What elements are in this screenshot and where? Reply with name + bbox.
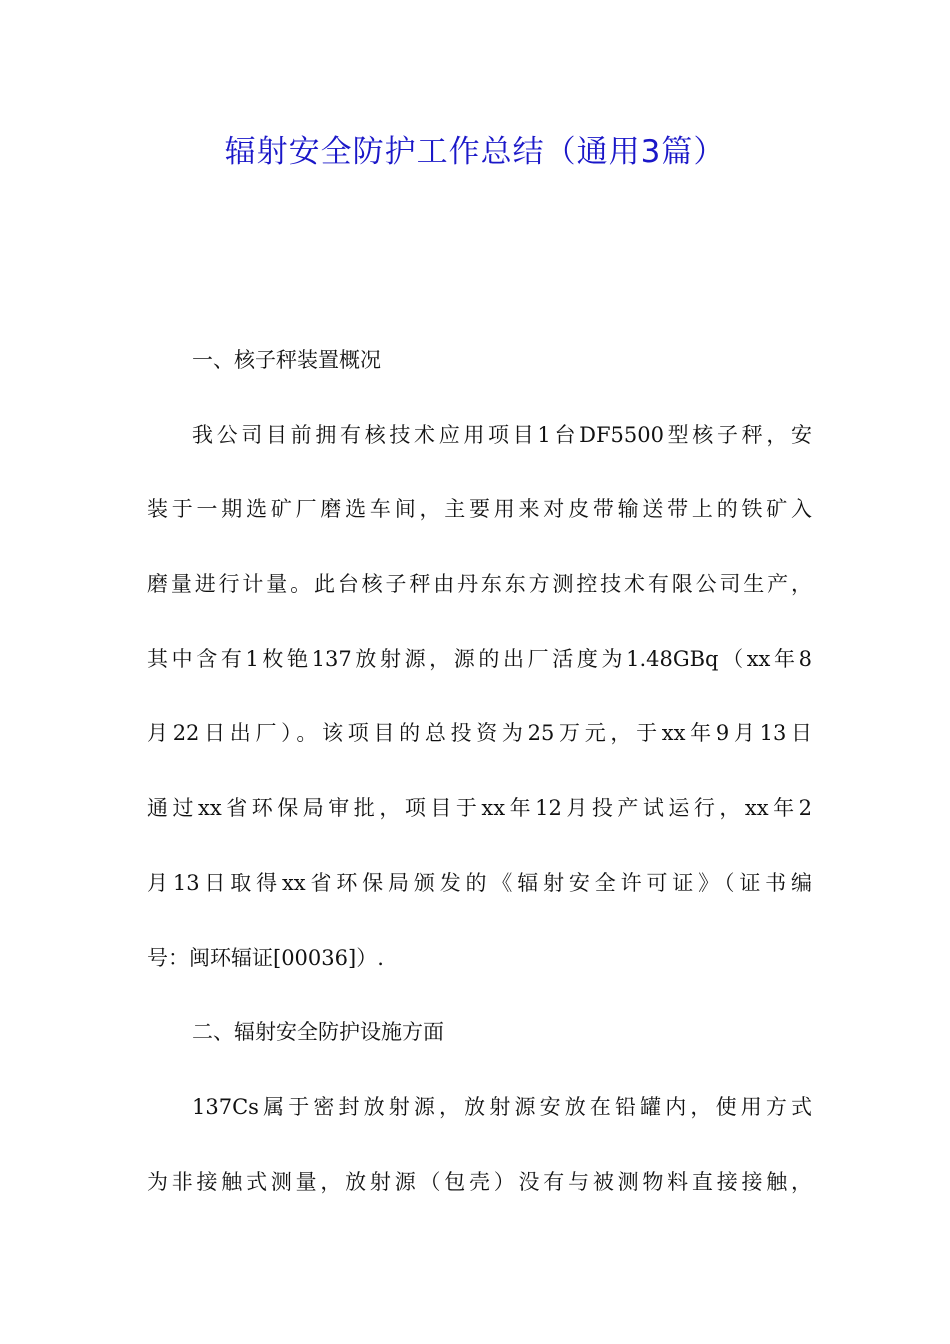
paragraph-line: 其中含有1枚铯137放射源，源的出厂活度为1.48GBq（xx年8: [147, 646, 812, 671]
section-heading-facilities: 二、辐射安全防护设施方面: [192, 1020, 444, 1045]
document-title: 辐射安全防护工作总结（通用3篇）: [224, 134, 726, 170]
paragraph-line: 磨量进行计量。此台核子秤由丹东东方测控技术有限公司生产，: [147, 572, 812, 597]
paragraph-line: 装于一期选矿厂磨选车间，主要用来对皮带输送带上的铁矿入: [147, 497, 812, 522]
paragraph-line: 我公司目前拥有核技术应用项目1台DF5500型核子秤，安: [192, 422, 812, 447]
section-heading-overview: 一、核子秤装置概况: [192, 348, 381, 372]
paragraph-line: 137Cs属于密封放射源，放射源安放在铅罐内，使用方式: [192, 1094, 812, 1119]
paragraph-line: 通过xx省环保局审批，项目于xx年12月投产试运行，xx年2: [147, 796, 812, 821]
paragraph-line: 月13日取得xx省环保局颁发的《辐射安全许可证》（证书编: [147, 870, 812, 895]
paragraph-line: 号：闽环辐证[00036]）.: [147, 945, 384, 970]
document-body: [147, 335, 827, 1231]
paragraph-line: 月22日出厂）。该项目的总投资为25万元，于xx年9月13日: [147, 721, 812, 746]
paragraph-line: 为非接触式测量，放射源（包壳）没有与被测物料直接接触，: [147, 1169, 812, 1194]
